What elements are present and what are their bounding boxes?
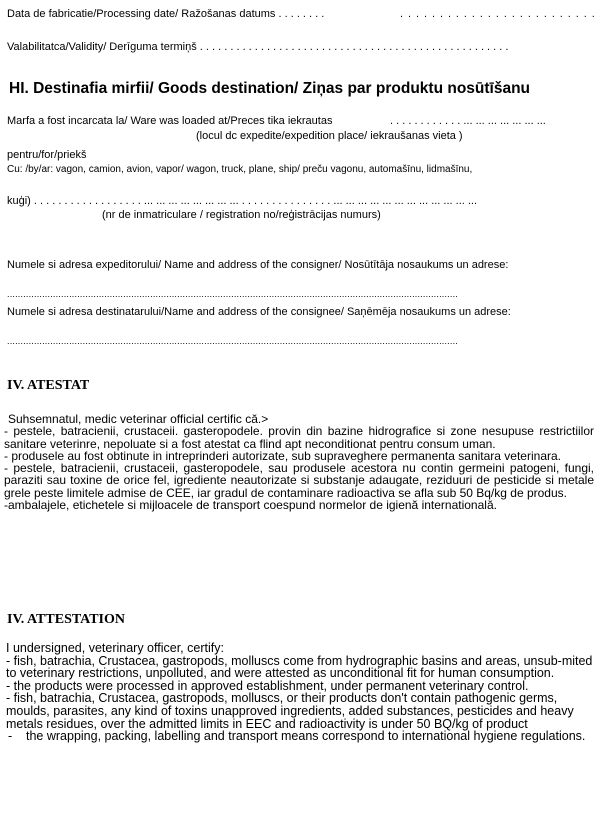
attestation-item-last: - the wrapping, packing, labelling and transport means correspond to international hygiene regulations.	[6, 730, 596, 743]
attestation-intro: I undersigned, veterinary officer, certify:	[6, 641, 224, 655]
processing-date-line	[7, 8, 324, 21]
attestation-item: - fish, batrachia, Crustacea, gastropods, molluscs come from hydrographic basins and areas, unsub-mited to veterinary restrictions, unpolluted, and were attested as unconditional fit for human consumption.	[6, 653, 593, 681]
consignee-dots: .......................................................................................................................................................................	[7, 336, 458, 346]
for-label: pentru/for/priekš	[7, 149, 87, 161]
atestat-body	[4, 413, 594, 511]
atestat-intro: Suhsemnatul, medic veterinar official certific că.>	[8, 412, 269, 426]
atestat-heading: IV. ATESTAT	[7, 378, 90, 393]
atestat-item: - pestele, batracienii, crustaceii. gasteropodele. provin din bazine hidrografice si zone nesupuse restrictiilor sanitare veterinre, nepoluate si a fost atestat ca flind apt neconditionat pentru consum uman.	[4, 424, 594, 451]
consignor-dots: .......................................................................................................................................................................	[7, 289, 458, 299]
loaded-at-dots: . . . . . . . . . . . . ... ... ... ... ... ... ...	[390, 115, 546, 127]
goods-destination-heading: HI. Destinafia mirfii/ Goods destination/ Ziņas par produktu nosūtīšanu	[9, 80, 531, 97]
consignor-label: Numele si adresa expeditorului/ Name and address of the consigner/ Nosūtītāja nosaukums un adrese:	[7, 259, 509, 271]
transport-means-line: Cu: /by/ar: vagon, camion, avion, vapor/ wagon, truck, plane, ship/ preču vagonu, automašīnu, lidmašīnu,	[7, 164, 473, 175]
loaded-at-label: Marfa a fost incarcata la/ Ware was loaded at/Preces tika iekrautas	[7, 115, 333, 127]
atestat-item: - pestele, batracienii, crustaceii, gasteropodele, sau produsele acestora nu contin germeini patogeni, fungi, paraziti sau toxine de orice fel, igrediente neautorizate si substanje adaugate, reziduuri de pesticide si metale grele peste limitele admise de CEE, iar gradul de contaminare radioactiva se afla sub 50 Bq/kg de produs.	[4, 461, 594, 500]
atestat-item: -ambalajele, etichetele si mijloacele de transport coespund normelor de igienă internatională.	[4, 498, 497, 513]
processing-date-dots: . . . . . . . . . . . . . . . . . . . . . . . . .	[400, 8, 596, 20]
consignee-label: Numele si adresa destinatarului/Name and address of the consignee/ Saņēmēja nosaukums un adrese:	[7, 306, 511, 318]
attestation-item: - fish, batrachia, Crustacea, gastropods, molluscs, or their products don't contain pathogenic germs, moulds, parasites, any kind of toxins unapproved ingredients, added substances, pesticides and heavy metals residues, over the admitted limits in EEC and radioactivity is under 50 BQ/kg of product	[6, 691, 574, 731]
expedition-place-note: (locul dc expedite/expedition place/ iekraušanas vieta )	[196, 130, 463, 142]
attestation-body	[6, 642, 596, 743]
registration-note: (nr de inmatriculare / registration no/reģistrācijas numurs)	[102, 209, 381, 221]
atestat-item: - produsele au fost obtinute in intreprinderi autorizate, sub supraveghere permanenta sanitara veterinara.	[4, 448, 561, 463]
attestation-item: - the products were processed in approved establishment, under permanent veterinary control.	[6, 678, 529, 693]
processing-date-label: Data de fabricatie/Processing date/ Ražošanas datums . . . . . . . .	[7, 8, 325, 20]
vessel-registration-line: kuģi) . . . . . . . . . . . . . . . . . . ... ... ... ... ... ... ... ... . . . . . . . . . . . . . . . ... ... ... ... ... ... ... ... ... ... ... ...	[7, 195, 478, 207]
validity-line: Valabilitatca/Validity/ Derīguma termiņš . . . . . . . . . . . . . . . . . . . . . . . . . . . . . . . . . . . . . . . . . . . . . . . . . . .	[7, 41, 509, 53]
attestation-heading: IV. ATTESTATION	[7, 612, 126, 627]
